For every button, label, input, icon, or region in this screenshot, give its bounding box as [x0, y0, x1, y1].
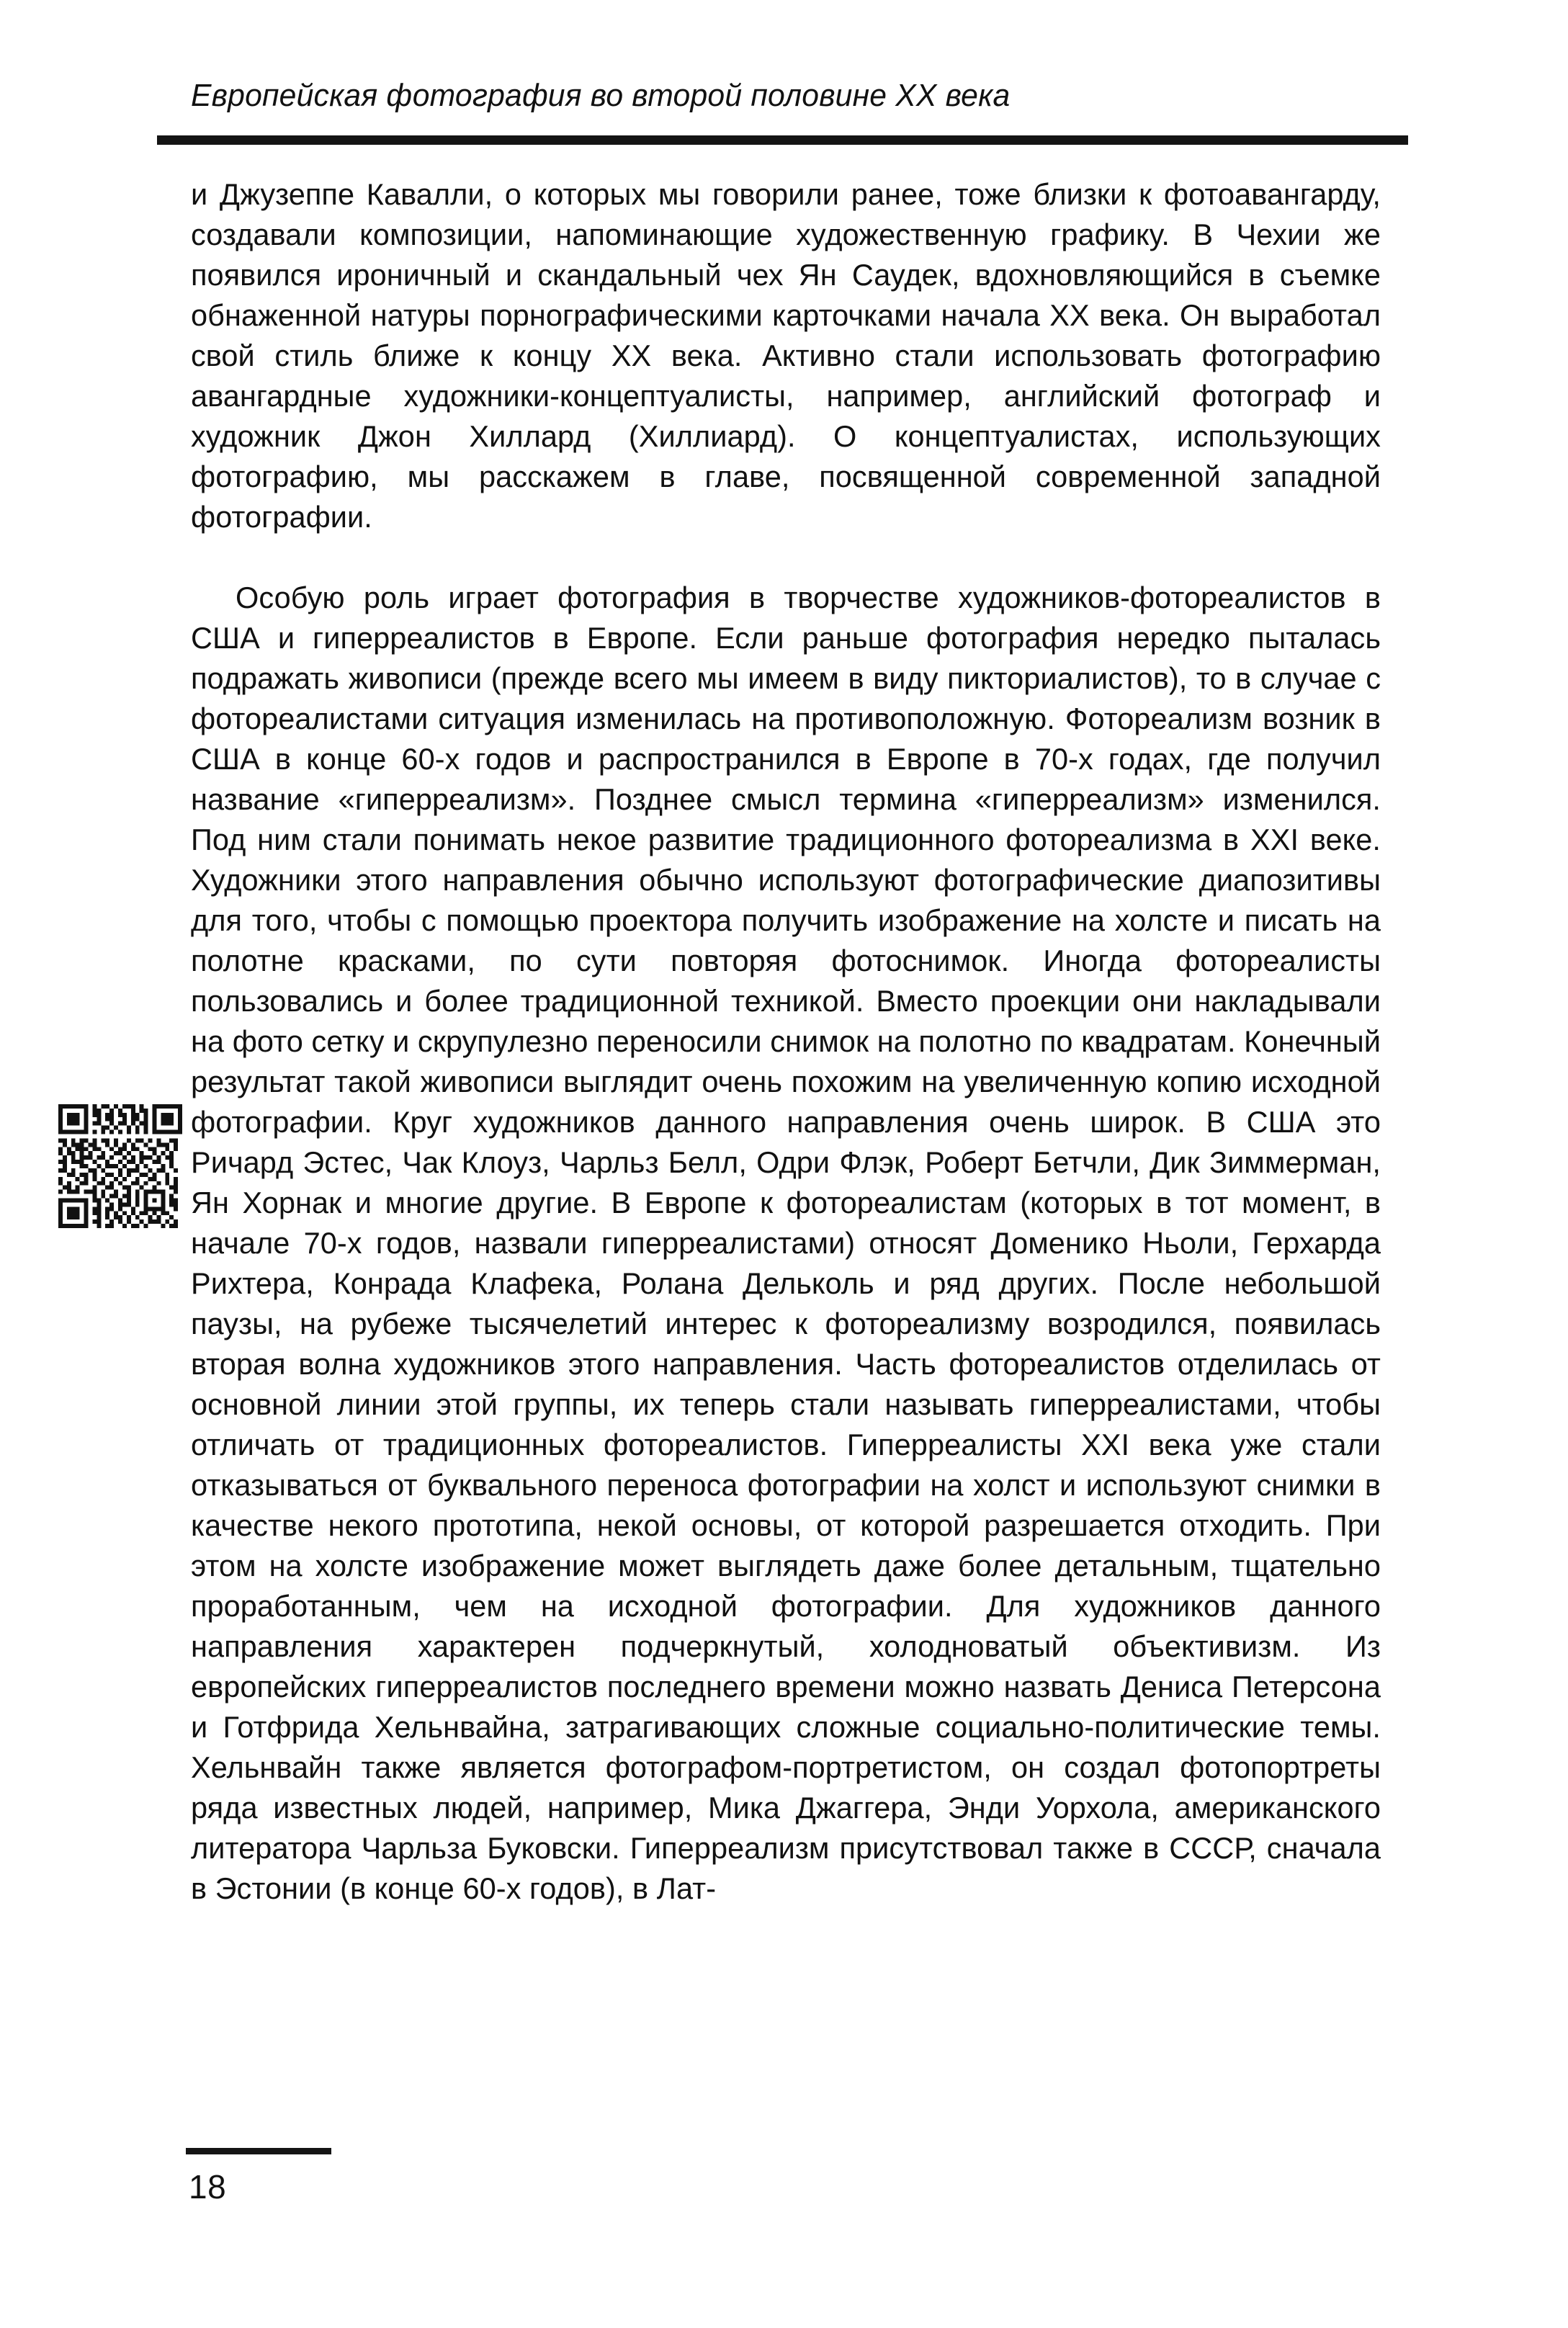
paragraph: Особую роль играет фотография в творчестве художников-фотореалистов в США и гиперреалистов в Европе. Если раньше фотография нередко пыталась подражать живописи (прежде всего мы имеем в виду пикториалистов), то в случае с фотореалистами ситуация изменилась на противоположную. Фотореализм возник в США в конце 60-х годов и распространился в Европе в 70-х годах, где получил название «гиперреализм». Позднее смысл термина «гиперреализм» изменился. Под ним стали понимать некое развитие традиционного фотореализма в XXI веке. Художники этого направления обычно используют фотографические диапозитивы для того, чтобы с помощью проектора получить изображение на холсте и писать на полотне красками, по сути повторяя фотоснимок. Иногда фотореалисты пользовались и более традиционной техникой. Вместо проекции они накладывали на фото сетку и скрупулезно переносили снимок на полотно по квадратам. Конечный результат такой живописи выглядит очень похожим на увеличенную копию исходной фотографии. Круг художников данного направления очень широк. В США это Ричард Эстес, Чак Клоуз, Чарльз Белл, Одри Флэк, Роберт Бетчли, Дик Зиммерман, Ян Хорнак и многие другие. В Европе к фотореалистам (которых в тот момент, в начале 70-х годов, назвали гиперреалистами) относят Доменико Ньоли, Герхарда Рихтера, Конрада Клафека, Ролана Дельколь и ряд других. После небольшой паузы, на рубеже тысячелетий интерес к фотореализму возродился, появилась вторая волна художников этого направления. Часть фотореалистов отделилась от основной линии этой группы, их теперь стали называть гиперреалистами, чтобы отличать от традиционных фотореалистов. Гиперреалисты XXI века уже стали отказываться от буквального переноса фотографии на холст и используют снимки в качестве некого прототипа, некой основы, от которой разрешается отходить. При этом на холсте изображение может выглядеть даже более детальным, тщательно проработанным, чем на исходной фотографии. Для художников данного направления характерен подчеркнутый, холодноватый объективизм. Из европейских гиперреалистов последнего времени можно назвать Дениса Петерсона и Готфрида Хельнвайна, затрагивающих сложные социально-политические темы. Хельнвайн также является фотографом-портретистом, он создал фотопортреты ряда известных людей, например, Мика Джаггера, Энди Уорхола, американского литератора Чарльза Буковски. Гиперреализм присутствовал также в СССР, сначала в Эстонии (в конце 60-х годов), в Лат-	[191, 581, 1381, 1905]
qr-code[interactable]	[58, 1104, 182, 1228]
qr-code-icon	[58, 1104, 182, 1228]
page-number: 18	[189, 2168, 227, 2206]
paragraph: и Джузеппе Кавалли, о которых мы говорили ранее, тоже близки к фотоавангарду, создавали композиции, напоминающие художественную графику. В Чехии же появился ироничный и скандальный чех Ян Саудек, вдохновляющийся в съемке обнаженной натуры порнографическими карточками начала XX века. Он выработал свой стиль ближе к концу XX века. Активно стали использовать фотографию авангардные художники-концептуалисты, например, английский фотограф и художник Джон Хиллард (Хиллиард). О концептуалистах, использующих фотографию, мы расскажем в главе, посвященной современной западной фотографии.	[191, 177, 1381, 534]
footer-rule	[186, 2148, 331, 2154]
running-head	[191, 65, 1408, 115]
body-text-column	[191, 174, 1381, 1909]
running-head-title: Европейская фотография во второй половине XX века	[191, 78, 1011, 113]
header-rule	[157, 135, 1408, 145]
